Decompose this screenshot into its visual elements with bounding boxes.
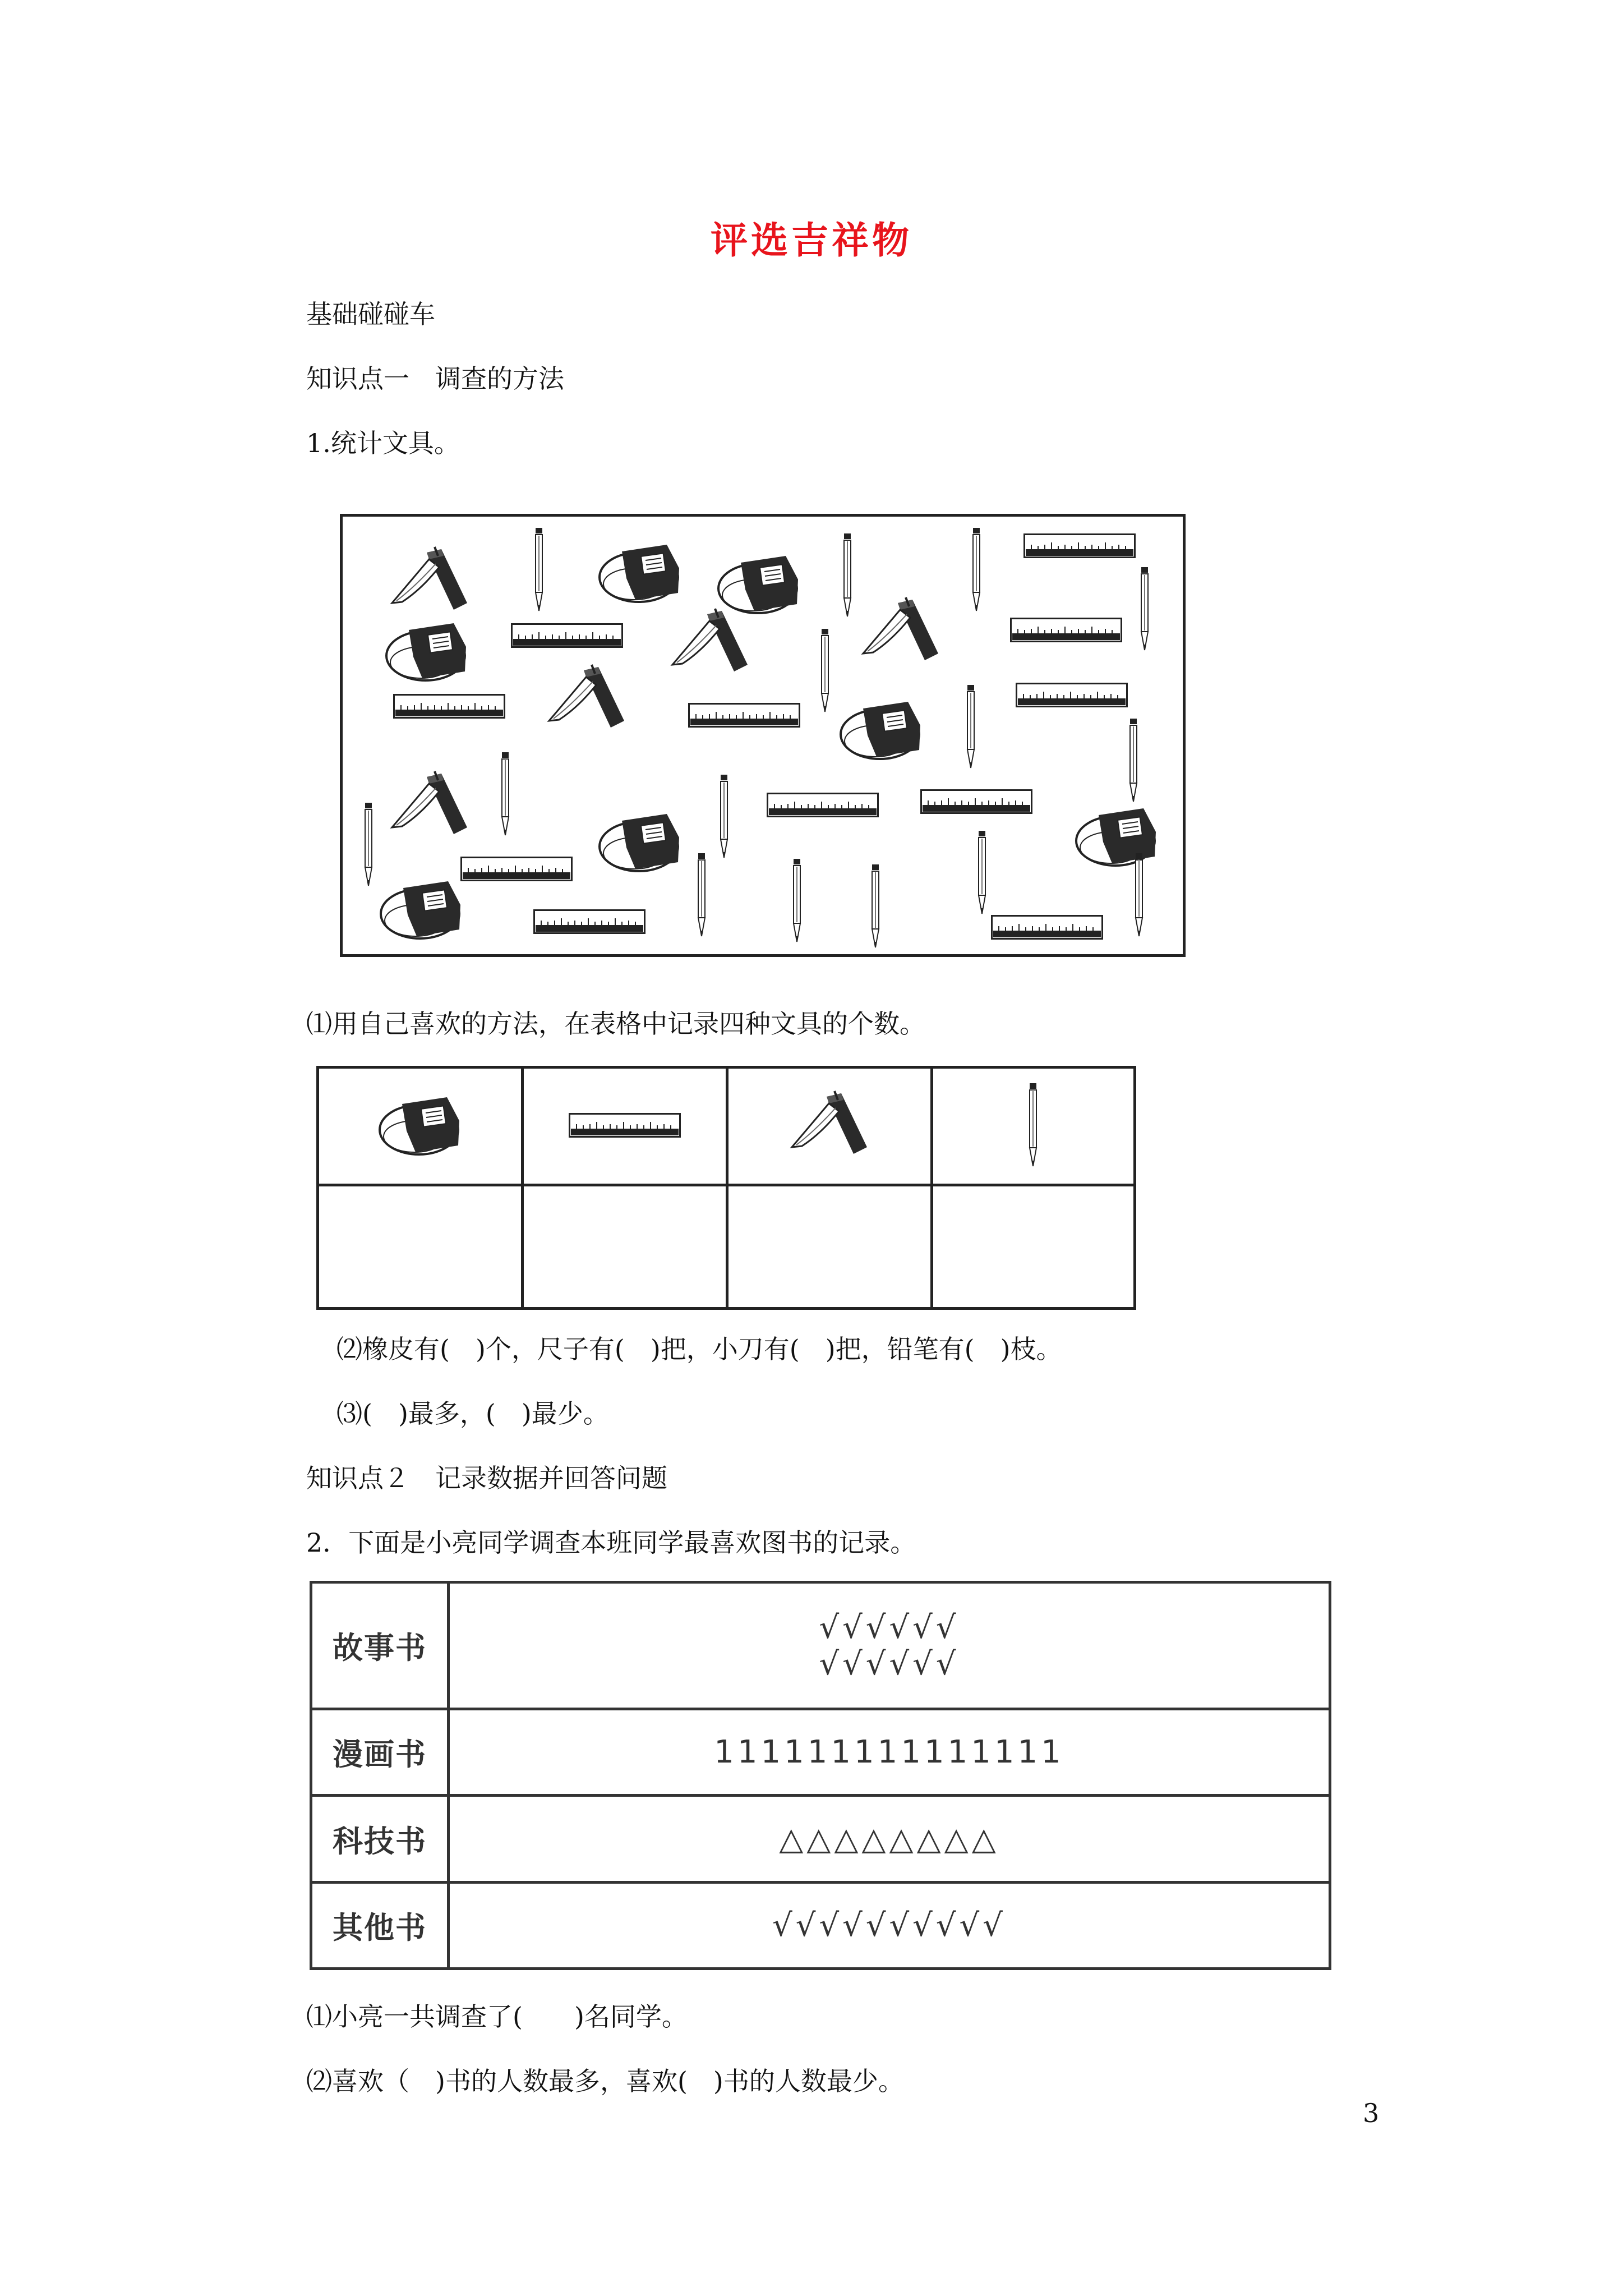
tally-cell: [449, 1882, 1330, 1968]
ruler-icon: [1011, 619, 1122, 642]
pencil-icon: [721, 775, 727, 858]
ruler-icon: [992, 916, 1103, 939]
eraser-icon: [1076, 808, 1156, 866]
ruler-icon: [534, 910, 645, 933]
knife-icon: [392, 547, 467, 610]
knowledge-point-1: 知识点一 调查的方法: [306, 364, 564, 394]
eraser-icon: [600, 814, 679, 871]
question-2: 2．下面是小亮同学调查本班同学最喜欢图书的记录。: [306, 1527, 916, 1558]
ruler-icon: [1017, 684, 1127, 707]
row-label: 其他书: [311, 1882, 449, 1968]
eraser-icon: [381, 881, 460, 938]
question-1-part-2: ⑵橡皮有( )个，尺子有( )把，小刀有( )把，铅笔有( )枝。: [336, 1334, 1062, 1364]
section-heading: 基础碰碰车: [306, 299, 435, 329]
pencil-count-cell[interactable]: [932, 1185, 1135, 1309]
knife-icon: [787, 1089, 872, 1162]
pencil-icon: [794, 859, 800, 942]
question-1-part-1: ⑴用自己喜欢的方法，在表格中记录四种文具的个数。: [306, 1009, 925, 1039]
pencil-icon: [967, 685, 974, 768]
eraser-header-cell: [318, 1068, 523, 1185]
pencil-icon: [698, 853, 705, 936]
pencil-icon: [1130, 719, 1137, 802]
eraser-icon: [600, 545, 679, 602]
pencil-icon: [1141, 567, 1148, 650]
ruler-icon: [921, 790, 1032, 813]
question-2-part-1: ⑴小亮一共调查了( )名同学。: [306, 2001, 688, 2032]
tally-line: 111111111111111: [714, 1734, 1064, 1771]
question-1-part-3: ⑶( )最多，( )最少。: [336, 1398, 609, 1429]
eraser-icon: [386, 623, 466, 680]
knife-icon: [863, 597, 938, 660]
pencil-header-cell: [932, 1068, 1135, 1185]
ruler-icon: [1025, 535, 1135, 558]
pencil-icon: [822, 629, 828, 712]
page-title: 评选吉祥物: [711, 218, 912, 262]
tally-line: √√√√√√: [819, 1609, 960, 1646]
ruler-icon: [394, 695, 505, 718]
pencil-icon: [536, 528, 542, 611]
table-row: [311, 1582, 1330, 1709]
question-2-part-2: ⑵喜欢（ )书的人数最多，喜欢( )书的人数最少。: [306, 2066, 904, 2096]
ruler-icon: [569, 1113, 681, 1138]
pencil-icon: [844, 533, 851, 616]
pencil-icon: [872, 864, 879, 947]
knife-icon: [392, 771, 467, 834]
eraser-icon: [841, 702, 920, 759]
knife-icon: [549, 665, 624, 728]
stationery-scatter: [343, 517, 1183, 954]
eraser-icon: [718, 556, 798, 613]
pencil-icon: [502, 752, 509, 835]
eraser-icon: [375, 1092, 465, 1159]
tally-cell: [449, 1796, 1330, 1882]
ruler-icon: [689, 704, 800, 727]
pencil-icon: [1027, 1083, 1039, 1167]
ruler-icon: [512, 624, 623, 647]
eraser-count-cell[interactable]: [318, 1185, 523, 1309]
row-label: 故事书: [311, 1582, 449, 1709]
ruler-header-cell: [522, 1068, 727, 1185]
row-label: 漫画书: [311, 1709, 449, 1796]
tally-line: √√√√√√√√√√: [772, 1907, 1006, 1944]
tally-cell: [449, 1582, 1330, 1709]
pencil-icon: [1136, 853, 1142, 936]
ruler-icon: [462, 858, 572, 881]
knowledge-point-2: 知识点２ 记录数据并回答问题: [306, 1463, 667, 1493]
ruler-count-cell[interactable]: [522, 1185, 727, 1309]
table-row: [311, 1796, 1330, 1882]
tally-table: [316, 1066, 1136, 1310]
stationery-picture-frame: [340, 514, 1186, 957]
tally-cell: [449, 1709, 1330, 1796]
tally-line: √√√√√√: [819, 1645, 960, 1682]
knife-icon: [672, 609, 748, 671]
row-label: 科技书: [311, 1796, 449, 1882]
page-number: 3: [1363, 2098, 1380, 2128]
pencil-icon: [973, 528, 980, 611]
table-row: [311, 1882, 1330, 1968]
pencil-icon: [365, 803, 372, 886]
book-survey-table: [310, 1581, 1331, 1970]
knife-count-cell[interactable]: [727, 1185, 932, 1309]
table-row: [311, 1709, 1330, 1796]
pencil-icon: [979, 831, 985, 914]
ruler-icon: [768, 794, 878, 817]
knife-header-cell: [727, 1068, 932, 1185]
question-1: 1.统计文具。: [306, 428, 460, 458]
tally-line: △△△△△△△△: [779, 1820, 999, 1857]
